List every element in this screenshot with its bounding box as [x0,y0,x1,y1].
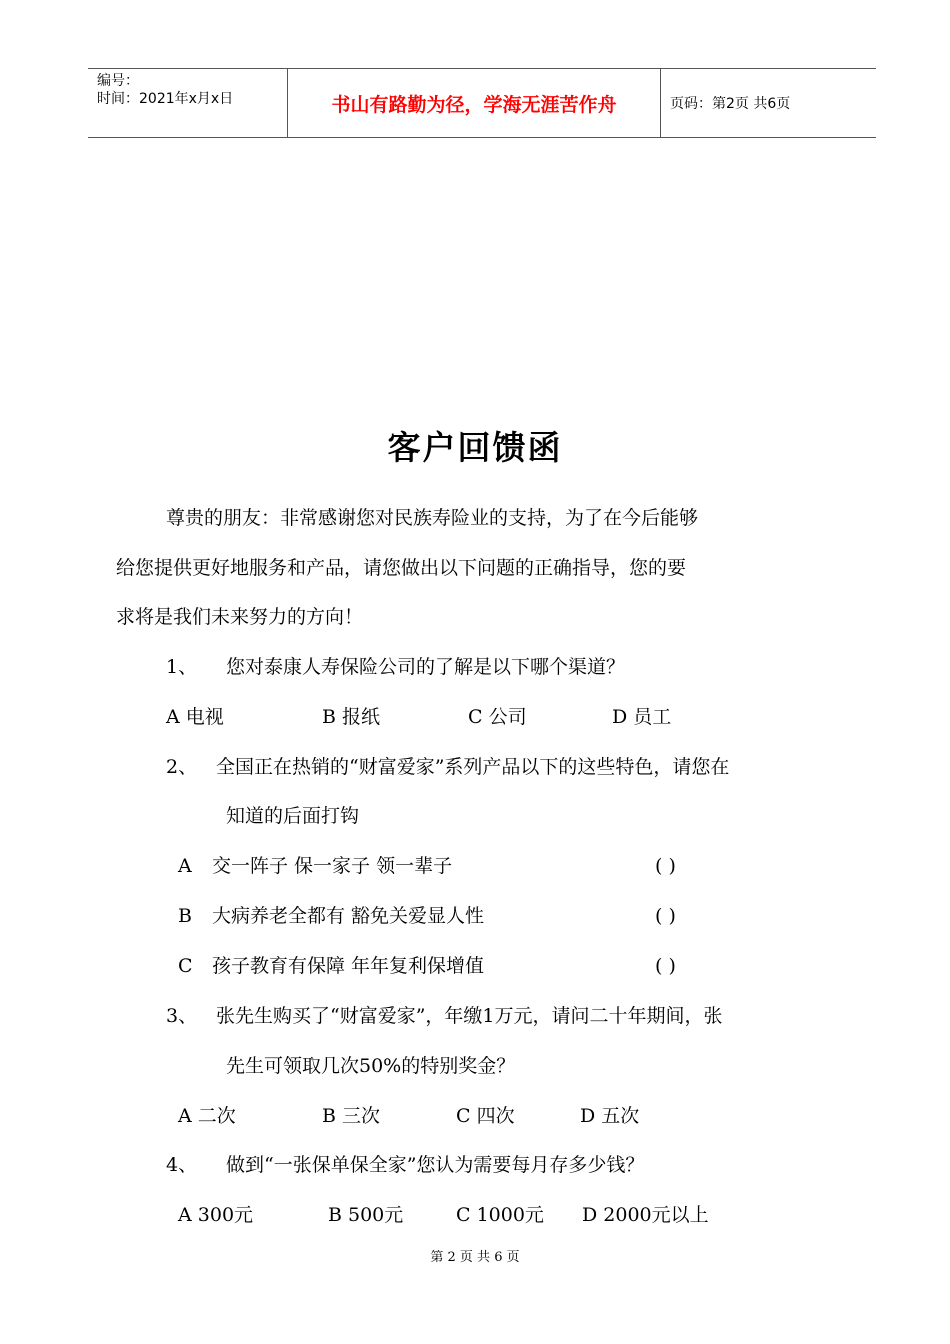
q2-text-line-2: 知道的后面打钩 [226,805,360,827]
intro-line-1: 尊贵的朋友：非常感谢您对民族寿险业的支持，为了在今后能够 [166,507,699,529]
header-page-info: 页码：第2页 共6页 [670,96,791,112]
q2-text-line-1: 全国正在热销的“财富爱家”系列产品以下的这些特色，请您在 [216,756,730,778]
q1-option-d: D 员工 [612,706,672,728]
q4-text: 做到“一张保单保全家”您认为需要每月存多少钱？ [226,1154,645,1176]
q3-option-a: A 二次 [178,1105,236,1127]
q3-option-b: B 三次 [322,1105,381,1127]
q2-item-b-checkbox: ( ) [655,905,676,927]
q3-option-d: D 五次 [580,1105,640,1127]
q2-item-a-checkbox: ( ) [655,855,676,877]
q3-text-line-1: 张先生购买了“财富爱家”，年缴1万元，请问二十年期间，张 [216,1005,723,1027]
q1-number: 1、 [166,656,198,678]
q2-item-b-letter: B [178,905,192,927]
intro-line-3: 求将是我们未来努力的方向！ [116,606,364,628]
header-motto: 书山有路勤为径，学海无涯苦作舟 [287,69,661,137]
q2-item-a-text: 交一阵子 保一家子 领一辈子 [212,855,453,877]
document-title: 客户回馈函 [387,428,563,467]
q2-item-b-text: 大病养老全都有 豁免关爱显人性 [212,905,485,927]
q1-option-c: C 公司 [468,706,527,728]
q4-option-c: C 1000元 [456,1204,544,1226]
q2-number: 2、 [166,756,198,778]
header-time: 时间：2021年x月x日 [97,91,234,107]
q4-option-a: A 300元 [178,1204,254,1226]
q2-item-c-letter: C [178,955,193,977]
q2-item-c-text: 孩子教育有保障 年年复利保增值 [212,955,485,977]
header-meta [88,69,287,137]
page-footer: 第 2 页 共 6 页 [430,1250,520,1265]
q1-option-b: B 报纸 [322,706,381,728]
q4-option-d: D 2000元以上 [582,1204,709,1226]
q3-text-line-2: 先生可领取几次50%的特别奖金？ [226,1055,516,1077]
q2-item-a-letter: A [178,855,192,877]
page-header [88,68,876,138]
q2-item-c-checkbox: ( ) [655,955,676,977]
q1-option-a: A 电视 [166,706,224,728]
intro-line-2: 给您提供更好地服务和产品，请您做出以下问题的正确指导，您的要 [116,557,687,579]
header-number: 编号： [97,73,139,89]
q3-number: 3、 [166,1005,198,1027]
q4-number: 4、 [166,1154,198,1176]
q1-text: 您对泰康人寿保险公司的了解是以下哪个渠道？ [226,656,626,678]
q4-option-b: B 500元 [328,1204,404,1226]
q3-option-c: C 四次 [456,1105,515,1127]
